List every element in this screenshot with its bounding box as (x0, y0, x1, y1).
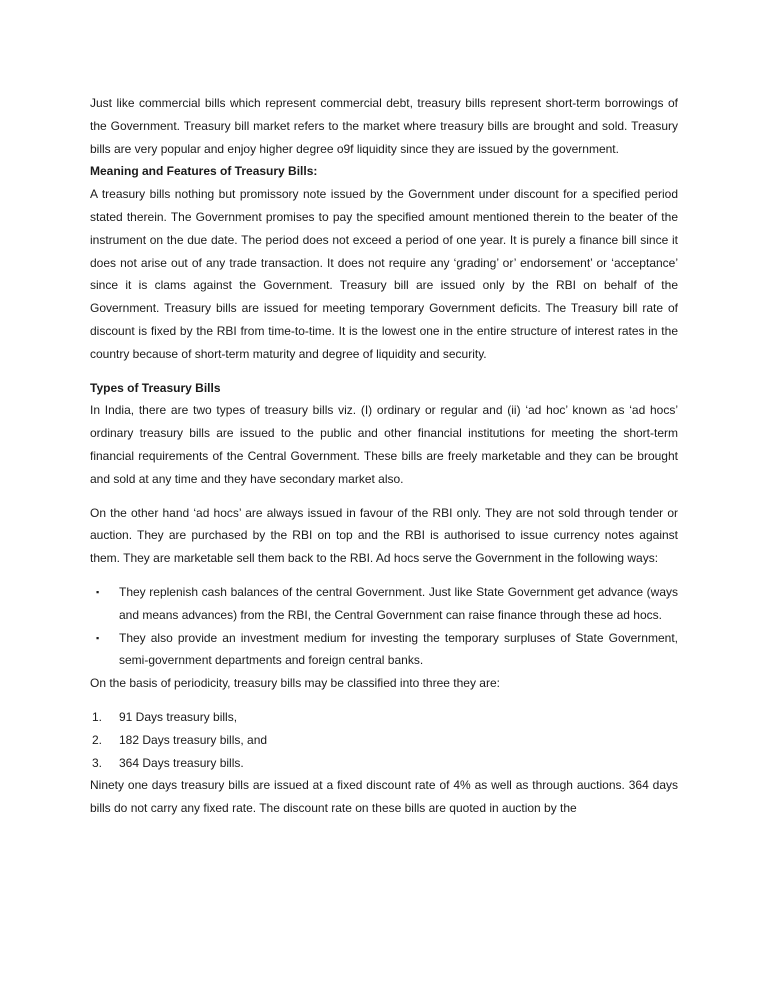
list-item (90, 729, 678, 752)
list-item-text: They replenish cash balances of the central Government. Just like State Government get advance (ways and means advances) from the RBI, the Central Government can raise finance through these ad hocs. (119, 584, 678, 622)
periodicity-paragraph: On the basis of periodicity, treasury bills may be classified into three they are: (90, 676, 500, 691)
types-heading: Types of Treasury Bills (90, 380, 221, 395)
types-paragraph: In India, there are two types of treasury bills viz. (I) ordinary or regular and (ii) ‘ad hoc’ known as ‘ad hocs’ ordinary treasury bills are issued to the public and other financial institutions for meeting the short-term financial requirements of the Central Government. These bills are freely marketable and they can be brought and sold at any time and they have secondary market also. (90, 403, 678, 486)
spacer (90, 570, 678, 581)
spacer (90, 366, 678, 377)
spacer (90, 491, 678, 502)
list-item-text: 364 Days treasury bills. (119, 755, 244, 770)
meaning-heading: Meaning and Features of Treasury Bills: (90, 164, 318, 179)
square-bullet-icon: ▪ (96, 632, 100, 643)
list-item (90, 581, 678, 627)
list-item (90, 752, 678, 775)
intro-paragraph: Just like commercial bills which represent commercial debt, treasury bills represent short-term borrowings of the Government. Treasury bill market refers to the market where treasury bills are brought and sold. Treasury bills are very popular and enjoy higher degree o9f liquidity since they are issued by the government. (90, 96, 678, 156)
list-number: 2. (92, 732, 103, 747)
numbered-list (90, 706, 678, 774)
list-item (90, 627, 678, 673)
list-item-text: They also provide an investment medium for investing the temporary surpluses of State Government, semi-government departments and foreign central banks. (119, 630, 678, 668)
list-item-text: 91 Days treasury bills, (119, 709, 238, 724)
meaning-paragraph: A treasury bills nothing but promissory note issued by the Government under discount for a specified period stated therein. The Government promises to pay the specified amount mentioned therein to the beater of the instrument on the due date. The period does not exceed a period of one year. It is purely a finance bill since it does not arise out of any trade transaction. It does not require any ‘grading’ or’ endorsement’ or ‘acceptance’ since it is clams against the Government. Treasury bill are issued only by the RBI on behalf of the Government. Treasury bills are issued for meeting temporary Government deficits. The Treasury bill rate of discount is fixed by the RBI from time-to-time. It is the lowest one in the entire structure of interest rates in the country because of short-term maturity and degree of liquidity and security. (90, 187, 678, 361)
adhocs-paragraph: On the other hand ‘ad hocs’ are always issued in favour of the RBI only. They are not sold through tender or auction. They are purchased by the RBI on top and the RBI is authorised to issue currency notes against them. They are marketable sell them back to the RBI. Ad hocs serve the Government in the following ways: (90, 505, 678, 566)
list-number: 3. (92, 755, 103, 770)
bullet-list (90, 581, 678, 672)
list-item (90, 706, 678, 729)
list-number: 1. (92, 709, 103, 724)
square-bullet-icon: ▪ (96, 586, 100, 597)
document-page (90, 92, 678, 820)
spacer (90, 695, 678, 706)
closing-paragraph: Ninety one days treasury bills are issued at a fixed discount rate of 4% as well as through auctions. 364 days bills do not carry any fixed rate. The discount rate on these bills are quoted in auction by the (90, 778, 678, 816)
list-item-text: 182 Days treasury bills, and (119, 732, 268, 747)
